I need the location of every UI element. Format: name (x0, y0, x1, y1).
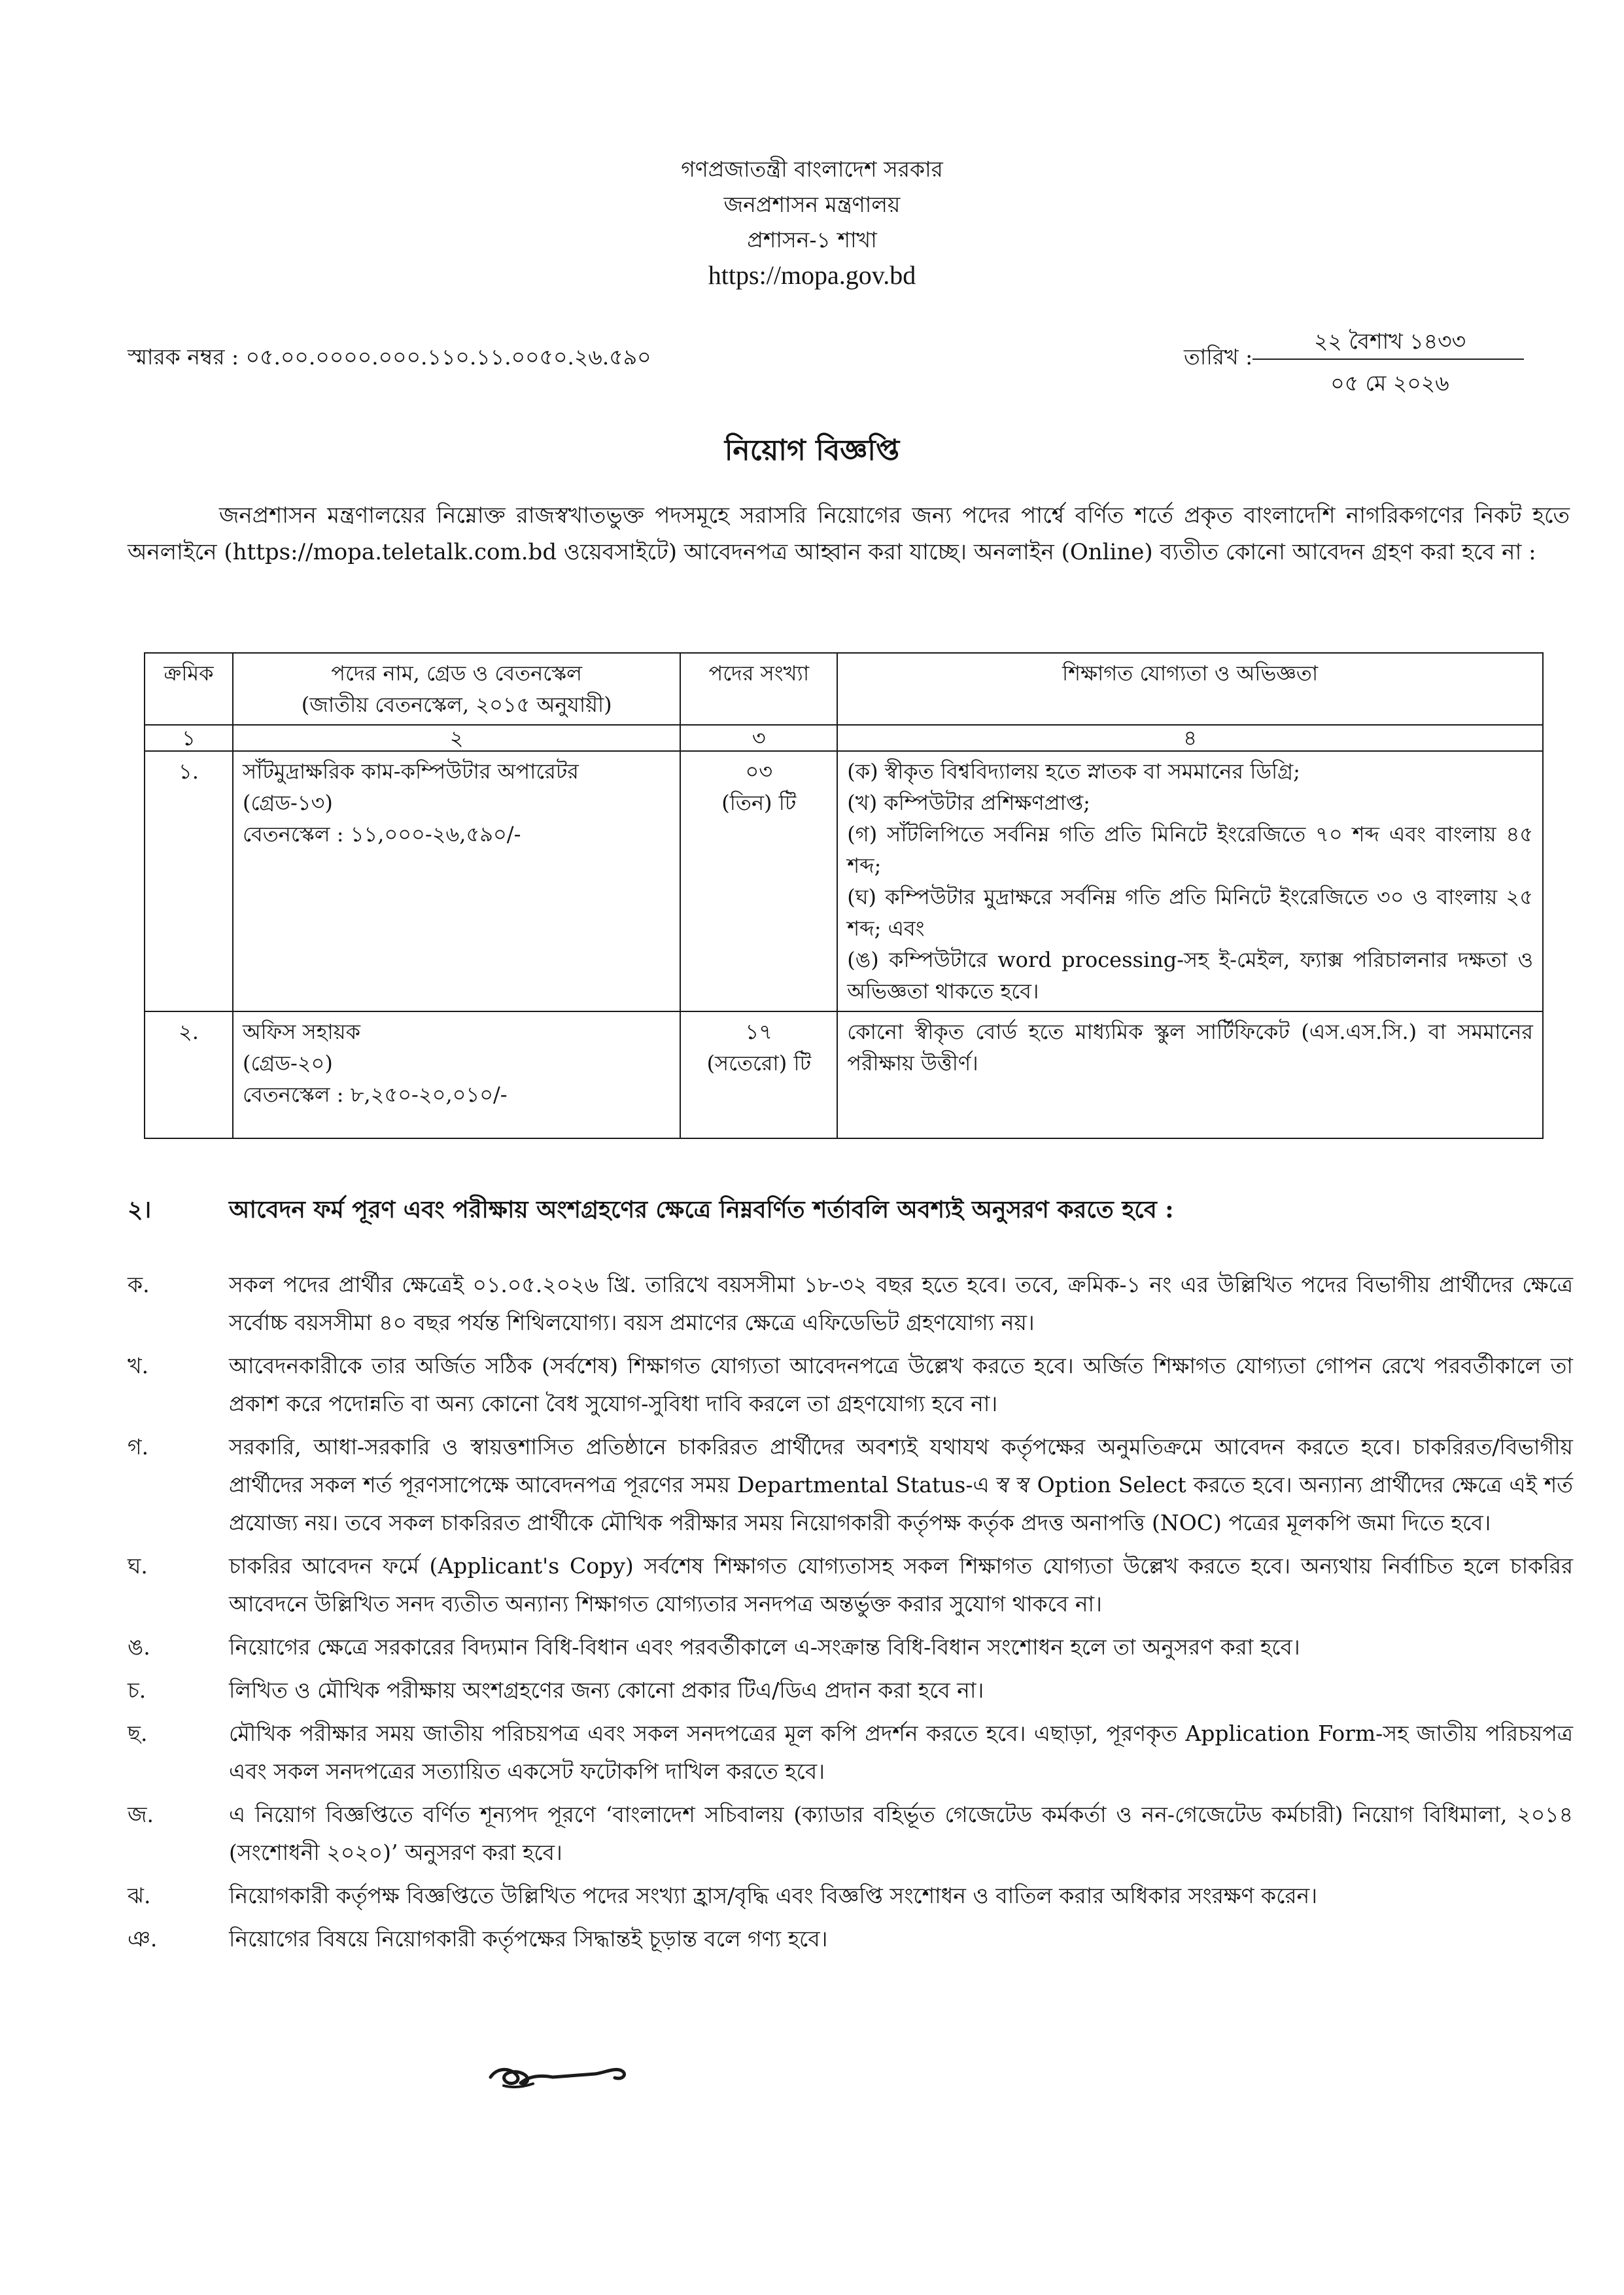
condition-label: জ. (128, 1802, 154, 1827)
col-number: ১ (145, 725, 233, 751)
condition-text: নিয়োগের ক্ষেত্রে সরকারের বিদ্যমান বিধি-বিধান এবং পরবর্তীকালে এ-সংক্রান্ত বিধি-বিধান সংশোধন হলে তা অনুসরণ করা হবে। (229, 1634, 1300, 1660)
list-item (128, 1347, 1573, 1423)
list-item (128, 1628, 1573, 1666)
header-post (233, 653, 680, 725)
condition-label: ঘ. (128, 1553, 148, 1579)
qualification-item: কোনো স্বীকৃত বোর্ড হতে মাধ্যমিক স্কুল সার্টিফিকেট (এস.এস.সি.) বা সমমানের পরীক্ষায় উত্তীর্ণ। (847, 1019, 1533, 1076)
row-qualification (837, 1011, 1543, 1138)
ministry-name: জনপ্রশাসন মন্ত্রণালয় (723, 192, 901, 217)
condition-text: সরকারি, আধা-সরকারি ও স্বায়ত্তশাসিত প্রতিষ্ঠানে চাকরিরত প্রার্থীদের অবশ্যই যথাযথ কর্তৃপক্ষের অনুমতিক্রমে আবেদন করতে হবে। চাকরিরত/বিভাগীয় প্রার্থীদের সকল শর্ত পূরণসাপেক্ষে আবেদনপত্র পূরণের সময় Departmental Status-এ স্ব স্ব Option Select করতে হবে। অন্যান্য প্রার্থীদের ক্ষেত্রে এই শর্ত প্রযোজ্য নয়। তবে সকল চাকরিরত প্রার্থীকে মৌখিক পরীক্ষার সময় নিয়োগকারী কর্তৃপক্ষ কর্তৃক প্রদত্ত অনাপত্তি (NOC) পত্রের মূলকপি জমা দিতে হবে। (229, 1434, 1573, 1535)
row-count (680, 1011, 837, 1138)
list-item (128, 1266, 1573, 1342)
col-number: ৪ (837, 725, 1543, 751)
condition-text: আবেদনকারীকে তার অর্জিত সঠিক (সর্বশেষ) শিক্ষাগত যোগ্যতা আবেদনপত্রে উল্লেখ করতে হবে। অর্জিত শিক্ষাগত যোগ্যতা গোপন রেখে পরবর্তীকালে তা প্রকাশ করে পদোন্নতি বা অন্য কোনো বৈধ সুযোগ-সুবিধা দাবি করলে তা গ্রহণযোগ্য হবে না। (229, 1353, 1573, 1416)
condition-text: চাকরির আবেদন ফর্মে (Applicant's Copy) সর্বশেষ শিক্ষাগত যোগ্যতাসহ সকল শিক্ষাগত যোগ্যতা উল্লেখ করতে হবে। অন্যথায় নির্বাচিত হলে চাকরির আবেদনে উল্লিখিত সনদ ব্যতীত অন্যান্য শিক্ষাগত যোগ্যতার সনদপত্র অন্তর্ভুক্ত করার সুযোগ থাকবে না। (229, 1553, 1573, 1617)
list-item (128, 1428, 1573, 1542)
post-name: অফিস সহায়ক (242, 1019, 360, 1044)
list-item (128, 1877, 1573, 1915)
ministry-website: https://mopa.gov.bd (708, 260, 916, 290)
table-row (145, 751, 1543, 1011)
condition-text: লিখিত ও মৌখিক পরীক্ষায় অংশগ্রহণের জন্য কোনো প্রকার টিএ/ডিএ প্রদান করা হবে না। (229, 1677, 984, 1703)
condition-label: গ. (128, 1434, 149, 1460)
condition-text: সকল পদের প্রার্থীর ক্ষেত্রেই ০১.০৫.২০২৬ খ্রি. তারিখে বয়সসীমা ১৮-৩২ বছর হতে হবে। তবে, ক্রমিক-১ নং এর উল্লিখিত পদের বিভাগীয় প্রার্থীদের ক্ষেত্রে সর্বোচ্চ বয়সসীমা ৪০ বছর পর্যন্ত শিথিলযোগ্য। বয়স প্রমাণের ক্ষেত্রে এফিডেভিট গ্রহণযোগ্য নয়। (229, 1272, 1573, 1335)
conditions-list (128, 1266, 1573, 1963)
condition-label: ঞ. (128, 1926, 158, 1952)
row-count (680, 751, 837, 1011)
condition-text: মৌখিক পরীক্ষার সময় জাতীয় পরিচয়পত্র এবং সকল সনদপত্রের মূল কপি প্রদর্শন করতে হবে। এছাড়া, পূরণকৃত Application Form-সহ জাতীয় পরিচয়পত্র এবং সকল সনদপত্রের সত্যায়িত একসেট ফটোকপি দাখিল করতে হবে। (229, 1721, 1573, 1784)
post-scale: বেতনস্কেল : ১১,০০০-২৬,৫৯০/- (242, 822, 521, 847)
date-label: তারিখ : (1184, 344, 1253, 370)
condition-label: ছ. (128, 1721, 148, 1746)
list-item (128, 1547, 1573, 1623)
qualification-item: (ক) স্বীকৃত বিশ্ববিদ্যালয় হতে স্নাতক বা সমমানের ডিগ্রি; (847, 759, 1300, 784)
conditions-heading (128, 1192, 1174, 1231)
qualification-item: (ঙ) কম্পিউটারে word processing-সহ ই-মেইল, ফ্যাক্স পরিচালনার দক্ষতা ও অভিজ্ঞতা থাকতে হবে। (847, 947, 1533, 1004)
section-name: প্রশাসন-১ শাখা (747, 227, 877, 253)
intro-paragraph: জনপ্রশাসন মন্ত্রণালয়ের নিম্নোক্ত রাজস্বখাতভুক্ত পদসমূহে সরাসরি নিয়োগের জন্য পদের পার্শ্বে বর্ণিত শর্তে প্রকৃত বাংলাদেশি নাগরিকগণের নিকট হতে অনলাইনে (https://mopa.teletalk.com.bd ওয়েবসাইটে) আবেদনপত্র আহ্বান করা যাচ্ছে। অনলাইন (Online) ব্যতীত কোনো আবেদন গ্রহণ করা হবে না : (128, 502, 1570, 565)
condition-label: চ. (128, 1677, 147, 1703)
column-number-row (145, 725, 1543, 751)
header-post-line1: পদের নাম, গ্রেড ও বেতনস্কেল (331, 661, 583, 686)
condition-label: খ. (128, 1353, 149, 1378)
header-post-line2: (জাতীয় বেতনস্কেল, ২০১৫ অনুযায়ী) (301, 692, 612, 717)
table-row (145, 1011, 1543, 1138)
conditions-heading-text: আবেদন ফর্ম পূরণ এবং পরীক্ষায় অংশগ্রহণের ক্ষেত্রে নিম্নবর্ণিত শর্তাবলি অবশ্যই অনুসরণ করতে হবে : (229, 1196, 1174, 1223)
govt-name: গণপ্রজাতন্ত্রী বাংলাদেশ সরকার (681, 156, 943, 182)
list-item (128, 1796, 1573, 1872)
condition-label: ঙ. (128, 1634, 150, 1660)
letterhead (0, 152, 1624, 293)
condition-text: নিয়োগের বিষয়ে নিয়োগকারী কর্তৃপক্ষের সিদ্ধান্তই চূড়ান্ত বলে গণ্য হবে। (229, 1926, 828, 1952)
condition-text: এ নিয়োগ বিজ্ঞপ্তিতে বর্ণিত শূন্যপদ পূরণে ‘বাংলাদেশ সচিবালয় (ক্যাডার বহির্ভূত গেজেটেড কর্মকর্তা ও নন-গেজেটেড কর্মচারী) নিয়োগ বিধিমালা, ২০১৪ (সংশোধনী ২০২০)’ অনুসরণ করা হবে। (229, 1802, 1573, 1865)
notice-title: নিয়োগ বিজ্ঞপ্তি (724, 434, 900, 467)
table-header-row (145, 653, 1543, 725)
row-serial: ১. (145, 751, 233, 1011)
condition-label: ঝ. (128, 1883, 151, 1908)
col-number: ২ (233, 725, 680, 751)
list-item (128, 1672, 1573, 1709)
col-number: ৩ (680, 725, 837, 751)
header-count: পদের সংখ্যা (680, 653, 837, 725)
list-item (128, 1920, 1573, 1958)
post-name: সাঁটমুদ্রাক্ষরিক কাম-কম্পিউটার অপারেটর (242, 759, 579, 784)
post-grade: (গ্রেড-১৩) (242, 790, 333, 815)
row-post (233, 1011, 680, 1138)
post-count: ১৭ (745, 1019, 773, 1044)
post-grade: (গ্রেড-২০) (242, 1051, 333, 1076)
condition-text: নিয়োগকারী কর্তৃপক্ষ বিজ্ঞপ্তিতে উল্লিখিত পদের সংখ্যা হ্রাস/বৃদ্ধি এবং বিজ্ঞপ্তি সংশোধন ও বাতিল করার অধিকার সংরক্ষণ করেন। (229, 1883, 1318, 1908)
qualification-item: (খ) কম্পিউটার প্রশিক্ষণপ্রাপ্ত; (847, 790, 1090, 815)
post-count: ০৩ (745, 759, 773, 784)
qualification-item: (ঘ) কম্পিউটার মুদ্রাক্ষরে সর্বনিম্ন গতি প্রতি মিনিটে ইংরেজিতে ৩০ ও বাংলায় ২৫ শব্দ; এবং (847, 885, 1533, 941)
memo-number: স্মারক নম্বর : ০৫.০০.০০০০.০০০.১১০.১১.০০৫০.২৬.৫৯০ (128, 344, 651, 370)
date-english: ০৫ মে ২০২৬ (1330, 370, 1449, 396)
row-qualification (837, 751, 1543, 1011)
post-count-words: (তিন) টি (721, 790, 797, 815)
condition-label: ক. (128, 1272, 150, 1297)
posts-table (144, 652, 1544, 1139)
row-post (233, 751, 680, 1011)
post-count-words: (সতেরো) টি (706, 1051, 812, 1076)
header-qualification: শিক্ষাগত যোগ্যতা ও অভিজ্ঞতা (837, 653, 1543, 725)
header-serial: ক্রমিক (145, 653, 233, 725)
qualification-item: (গ) সাঁটলিপিতে সর্বনিম্ন গতি প্রতি মিনিটে ইংরেজিতে ৭০ শব্দ এবং বাংলায় ৪৫ শব্দ; (847, 822, 1533, 878)
signature (484, 2048, 641, 2100)
conditions-heading-number: ২। (128, 1196, 152, 1223)
row-serial: ২. (145, 1011, 233, 1138)
date-bangla: ২২ বৈশাখ ১৪৩৩ (1313, 328, 1466, 354)
post-scale: বেতনস্কেল : ৮,২৫০-২০,০১০/- (242, 1082, 508, 1107)
list-item (128, 1715, 1573, 1791)
date-divider (1253, 359, 1524, 360)
